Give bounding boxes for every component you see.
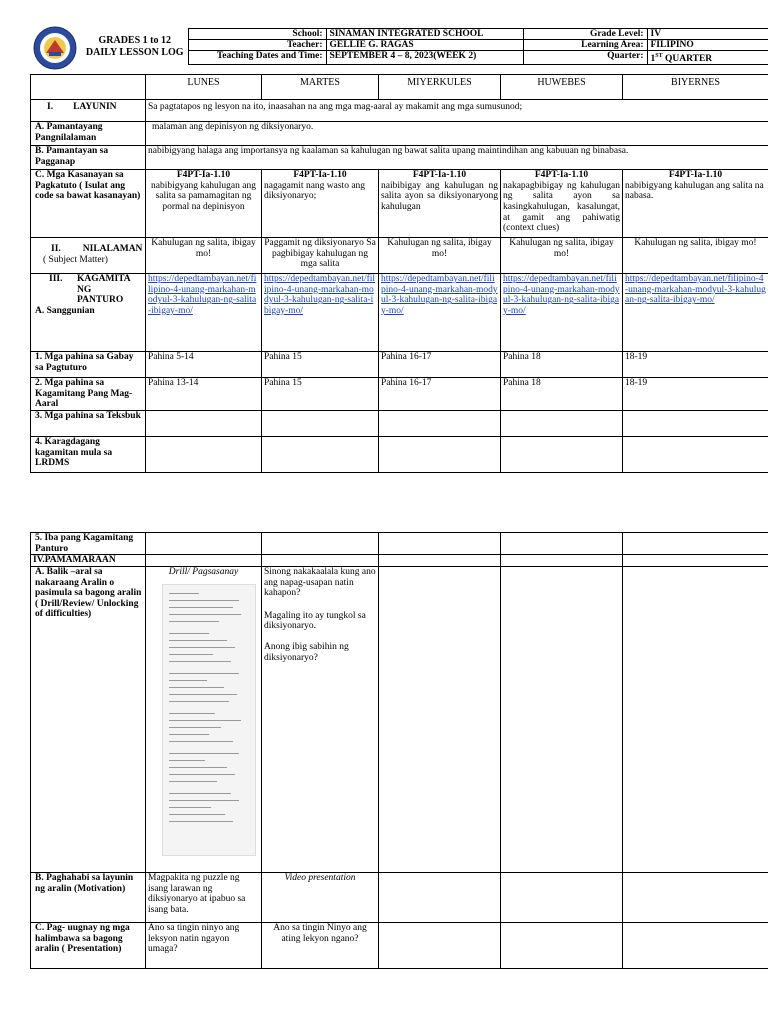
school-value: SINAMAN INTEGRATED SCHOOL [326,29,523,40]
grade-value: IV [647,29,768,40]
sanggunian-miyerkules [379,274,501,352]
area-value: FILIPINO [647,40,768,51]
worksheet-line [169,767,227,769]
nilalaman-huwebes: Kahulugan ng salita, ibigay mo! [501,238,623,274]
worksheet-line [169,633,209,635]
worksheet-line [169,701,229,703]
day-header-row [31,75,768,100]
gabay-row [31,352,768,378]
dates-value: SEPTEMBER 4 – 8, 2023(WEEK 2) [326,51,523,65]
mag-aaral-martes: Pahina 15 [262,378,379,411]
balik-aral-row [31,566,768,872]
worksheet-line [169,600,239,602]
pamamaraan-label: IV.PAMAMARAAN [31,555,146,567]
teacher-value: GELLIE G. RAGAS [326,40,523,51]
layunin-row [31,100,768,122]
worksheet-line [169,687,224,689]
gabay-biyernes: 18-19 [623,352,768,378]
worksheet-thumbnail [162,584,256,856]
worksheet-line [169,640,227,642]
lrdms-label: 4. Karagdagang kagamitan mula sa LRDMS [31,436,146,472]
worksheet-line [169,593,199,595]
sanggunian-martes [262,274,379,352]
presentation-label: C. Pag- uugnay ng mga halimbawa sa bagong aralin ( Presentation) [31,922,146,968]
worksheet-line [169,741,233,743]
worksheet-line [169,694,237,696]
reference-link[interactable]: https://depedtambayan.net/filipino-4-unang-markahan-modyul-3-kahulugan-ng-salita-ibigay-mo/ [264,274,376,316]
motivation-row [31,872,768,922]
mag-aaral-biyernes: 18-19 [623,378,768,411]
area-label: Learning Area: [523,40,647,51]
lrdms-row [31,436,768,472]
lesson-log-table [30,74,768,473]
day-martes: MARTES [262,75,379,100]
teksbuk-label: 3. Mga pahina sa Teksbuk [31,410,146,436]
nilalaman-row [31,238,768,274]
worksheet-line [169,614,241,616]
quarter-value: 1ST QUARTER [647,51,768,65]
worksheet-line [169,734,209,736]
worksheet-line [169,807,211,809]
sanggunian-label: A. Sanggunian [35,305,95,316]
nilalaman-lunes: Kahulugan ng salita, ibigay mo! [146,238,262,274]
worksheet-line [169,680,207,682]
day-huwebes: HUWEBES [501,75,623,100]
worksheet-line [169,800,239,802]
layunin-label: I. LAYUNIN [31,100,146,122]
kagamitan-label: III. KAGAMITA NG PANTURO A. Sanggunian [31,274,146,352]
gabay-miyerkules: Pahina 16-17 [379,352,501,378]
sanggunian-row [31,274,768,352]
kasanayan-biyernes: F4PT-Ia-1.10 nabibigyang kahulugan ang salita na nabasa. [623,170,768,238]
kasanayan-label: C. Mga Kasanayan sa Pagkatuto ( Isulat ang code sa bawat kasanayan) [31,170,146,238]
nilalaman-martes: Paggamit ng diksiyonaryo Sa pagbibigay kahulugan ng mga salita [262,238,379,274]
quarter-label: Quarter: [523,51,647,65]
gabay-lunes: Pahina 5-14 [146,352,262,378]
gabay-martes: Pahina 15 [262,352,379,378]
kasanayan-lunes: F4PT-Ia-1.10 nabibigyang kahulugan ang salita sa pamamagitan ng pormal na depinisyon [146,170,262,238]
mag-aaral-lunes: Pahina 13-14 [146,378,262,411]
kasanayan-miyerkules: F4PT-Ia-1.10 naibibigay ang kahulugan ng salita ayon sa diksiyonaryong kahulugan [379,170,501,238]
header-table [30,28,768,65]
nilalaman-biyernes: Kahulugan ng salita, ibigay mo! [623,238,768,274]
kasanayan-row [31,170,768,238]
mag-aaral-miyerkules: Pahina 16-17 [379,378,501,411]
day-biyernes: BIYERNES [623,75,768,100]
presentation-lunes: Ano sa tingin ninyo ang leksyon natin ngayon umaga? [146,922,262,968]
worksheet-line [169,661,231,663]
sanggunian-biyernes [623,274,768,352]
presentation-martes: Ano sa tingin Ninyo ang ating lekyon ngano? [262,922,379,968]
teacher-label: Teacher: [188,40,326,51]
gabay-huwebes: Pahina 18 [501,352,623,378]
worksheet-line [169,607,233,609]
nilalaman-miyerkules: Kahulugan ng salita, ibigay mo! [379,238,501,274]
kagamitang-mag-aaral-label: 2. Mga pahina sa Kagamitang Pang Mag-Aaral [31,378,146,411]
motivation-label: B. Paghahabi sa layunin ng aralin (Motivation) [31,872,146,922]
pamantayang-pangnilalaman-text: malaman ang depinisyon ng diksiyonaryo. [146,122,768,146]
school-label: School: [188,29,326,40]
motivation-lunes: Magpakita ng puzzle ng isang larawan ng diksiyonaryo at ipabuo sa isang bata. [146,872,262,922]
pamamaraan-row [31,555,768,567]
pamantayang-pangnilalaman-row [31,122,768,146]
drill-label: Drill/ Pagsasanay [168,566,239,577]
sanggunian-lunes [146,274,262,352]
gabay-label: 1. Mga pahina sa Gabay sa Pagtuturo [31,352,146,378]
sanggunian-huwebes [501,274,623,352]
iba-pang-label: 5. Iba pang Kagamitang Panturo [31,533,146,555]
kasanayan-martes: F4PT-Ia-1.10 nagagamit nang wasto ang diksiyonaryo; [262,170,379,238]
pamantayan-pagganap-label: B. Pamantayan sa Pagganap [31,146,146,170]
pamantayan-pagganap-row [31,146,768,170]
reference-link[interactable]: https://depedtambayan.net/filipino-4-unang-markahan-modyul-3-kahulugan-ng-salita-ibigay-mo/ [148,274,257,316]
mag-aaral-huwebes: Pahina 18 [501,378,623,411]
worksheet-line [169,727,221,729]
lesson-log-table-page2 [30,532,768,969]
worksheet-line [169,621,219,623]
worksheet-line [169,713,215,715]
teksbuk-row [31,410,768,436]
worksheet-line [169,720,241,722]
grade-label: Grade Level: [523,29,647,40]
pamantayan-pagganap-text: nabibigyang halaga ang importansya ng kaalaman sa kahulugan ng bawat salita upang maintindihan ang kabuuan ng binabasa. [146,146,768,170]
dates-label: Teaching Dates and Time: [188,51,326,65]
reference-link[interactable]: https://depedtambayan.net/filipino-4-unang-markahan-modyul-3-kahulugan-ng-salita-ibigay-mo/ [503,274,620,316]
iba-pang-row [31,533,768,555]
balik-aral-lunes [146,566,262,872]
worksheet-line [169,753,239,755]
log-title: GRADES 1 to 12 DAILY LESSON LOG [85,34,184,58]
day-lunes: LUNES [146,75,262,100]
worksheet-line [169,781,217,783]
day-miyerkules: MIYERKULES [379,75,501,100]
kasanayan-huwebes: F4PT-Ia-1.10 nakapagbibigay ng kahulugan ng salita ayon sa kasingkahulugan, kasalungat, at gamit ang pahiwatig (context clues) [501,170,623,238]
worksheet-line [169,793,231,795]
layunin-text: Sa pagtatapos ng lesyon na ito, inaasahan na ang mga mag-aaral ay makamit ang mga sumusunod; [146,100,768,122]
worksheet-line [169,760,205,762]
worksheet-line [169,774,235,776]
presentation-row [31,922,768,968]
balik-aral-martes: Sinong nakakaalala kung ano ang napag-usapan natin kahapon? Magaling ito ay tungkol sa diksiyonaryo. Anong ibig sabihin ng diksiyonaryo? [262,566,379,872]
worksheet-line [169,654,213,656]
nilalaman-label: II. NILALAMAN ( Subject Matter) [31,238,146,274]
kagamitang-mag-aaral-row [31,378,768,411]
pamantayang-pangnilalaman-label: A. Pamantayang Pangnilalaman [31,122,146,146]
balik-aral-label: A. Balik –aral sa nakaraang Aralin o pasimula sa bagong aralin ( Drill/Review/ Unlocking of difficulties) [31,566,146,872]
motivation-martes: Video presentation [262,872,379,922]
reference-link[interactable]: https://depedtambayan.net/filipino-4-unang-markahan-modyul-3-kahulugan-ng-salita-ibigay-mo/ [381,274,498,316]
worksheet-line [169,673,239,675]
reference-link[interactable]: https://depedtambayan.net/filipino-4-unang-markahan-modyul-3-kahulugan-ng-salita-ibigay-mo/ [625,274,766,306]
worksheet-line [169,647,235,649]
worksheet-line [169,814,225,816]
worksheet-line [169,821,233,823]
